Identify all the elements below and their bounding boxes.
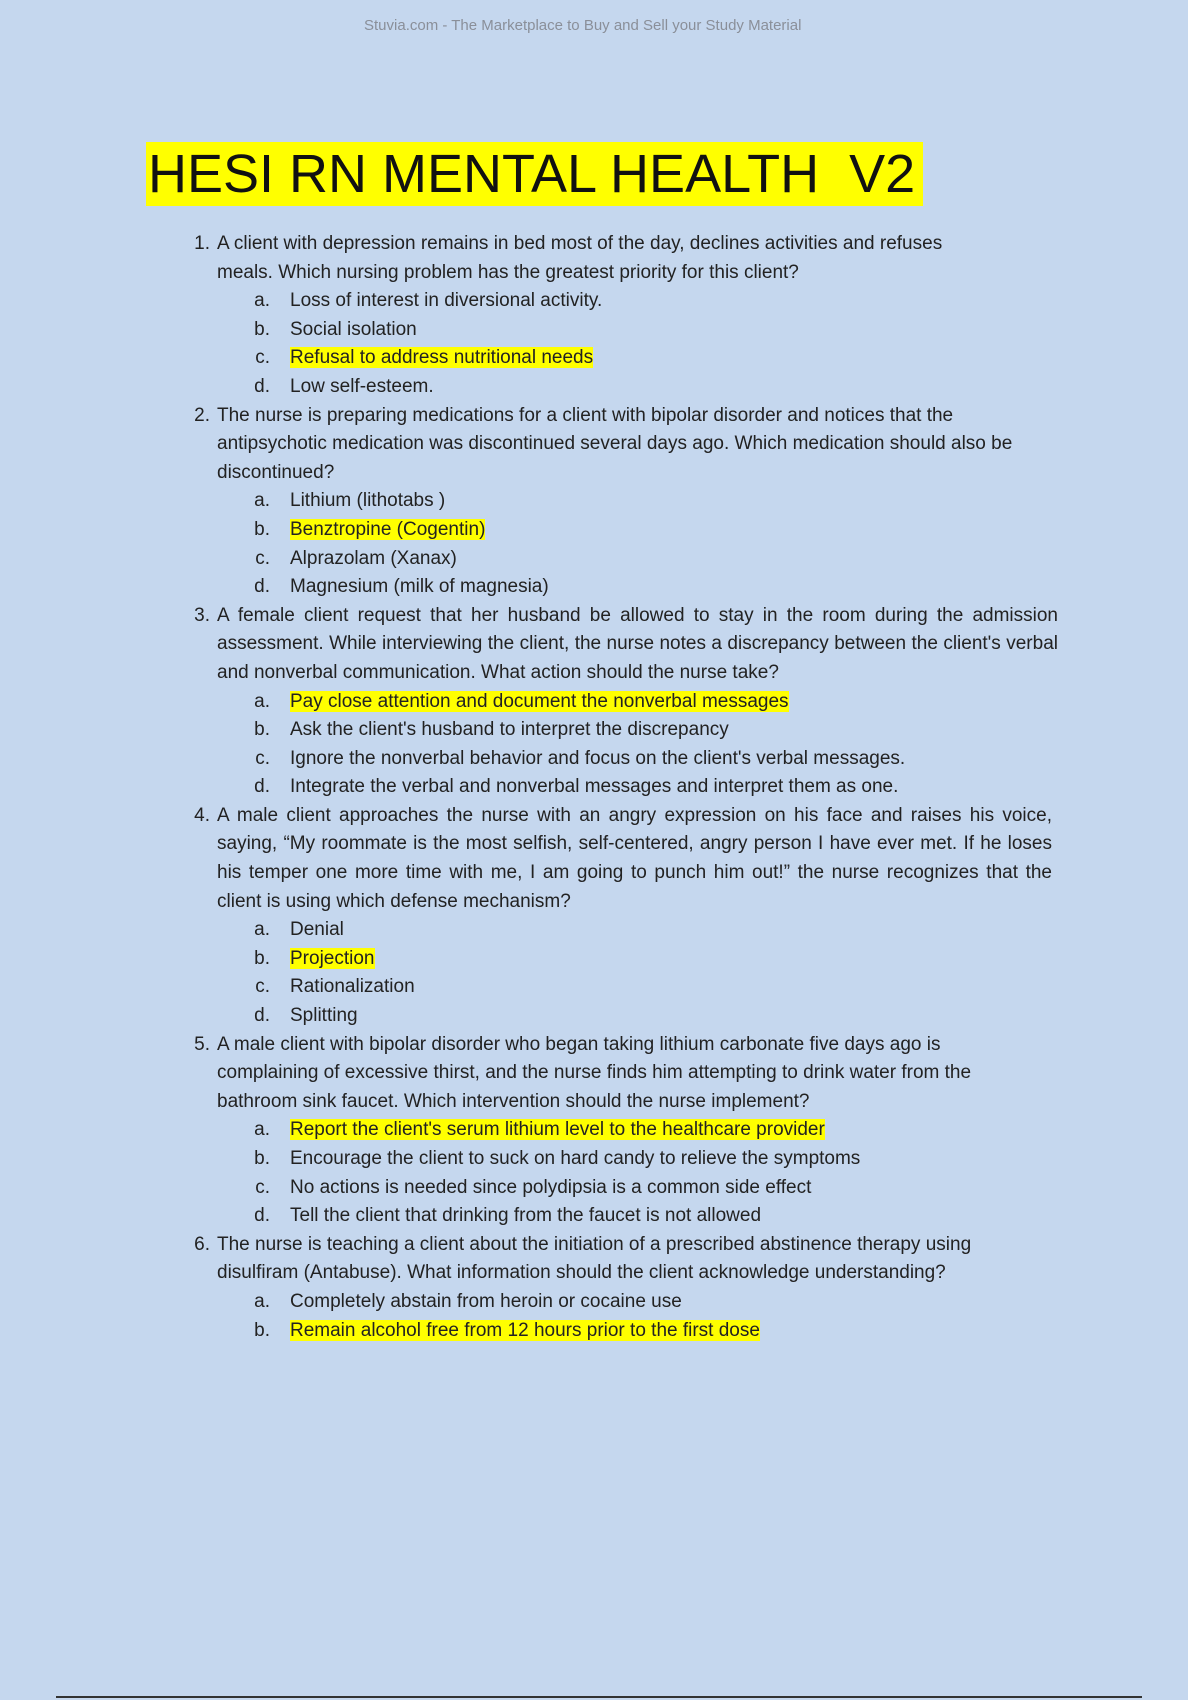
option-letter: d. <box>254 1205 270 1227</box>
option-letter: d. <box>254 776 270 798</box>
option-text: Magnesium (milk of magnesia) <box>290 576 549 598</box>
option-item <box>217 344 1058 373</box>
question-number: 4. <box>194 804 210 826</box>
option-text: Splitting <box>290 1005 358 1027</box>
option-letter: d. <box>254 375 270 397</box>
option-list <box>217 916 1058 1030</box>
option-item <box>217 1202 1058 1231</box>
question-text: A client with depression remains in bed most of the day, declines activities and refuses meals. Which nursing problem has the greatest priority for this client? <box>217 233 943 283</box>
option-text: Encourage the client to suck on hard candy to relieve the symptoms <box>290 1148 861 1169</box>
option-letter: c. <box>255 747 270 769</box>
option-item <box>217 487 1058 516</box>
question-item <box>168 402 1058 602</box>
question-text: The nurse is teaching a client about the initiation of a prescribed abstinence therapy using disulfiram (Antabuse). What information should the client acknowledge understanding? <box>217 1233 972 1284</box>
question-number: 5. <box>194 1033 210 1055</box>
option-letter: a. <box>254 690 270 712</box>
question-text: The nurse is preparing medications for a client with bipolar disorder and notices that the antipsychotic medication was discontinued several days ago. Which medication should also be discontinued? <box>217 404 1013 483</box>
question-number: 1. <box>194 233 210 254</box>
option-letter: a. <box>254 1119 270 1141</box>
option-letter: d. <box>254 576 270 598</box>
option-letter: b. <box>254 518 270 540</box>
question-list <box>168 230 1058 1345</box>
option-item <box>217 916 1058 945</box>
option-letter: c. <box>255 976 270 998</box>
option-list <box>217 287 1058 401</box>
option-item <box>217 287 1058 316</box>
option-letter: c. <box>255 347 270 369</box>
option-letter: c. <box>255 1176 270 1198</box>
option-list <box>217 487 1058 601</box>
option-text: Rationalization <box>290 976 415 998</box>
page-edge-strip <box>1188 0 1200 1700</box>
option-item <box>217 1317 1058 1346</box>
option-item <box>217 516 1058 545</box>
option-letter: c. <box>255 547 270 569</box>
option-text: Lithium (lithotabs ) <box>290 490 446 512</box>
question-number: 2. <box>194 404 210 426</box>
option-text: Social isolation <box>290 318 417 340</box>
option-item <box>217 773 1058 802</box>
option-text: No actions is needed since polydipsia is a common side effect <box>290 1176 812 1198</box>
option-text: Denial <box>290 919 344 941</box>
document-title: HESI RN MENTAL HEALTH V2 <box>146 142 923 206</box>
option-text: Low self-esteem. <box>290 375 434 397</box>
correct-answer-highlight: Benztropine (Cogentin) <box>290 518 486 540</box>
question-item <box>168 1231 1058 1345</box>
option-letter: d. <box>254 1005 270 1027</box>
option-text: Integrate the verbal and nonverbal messages and interpret them as one. <box>290 776 899 798</box>
option-list <box>217 1116 1058 1230</box>
option-item <box>217 1288 1058 1317</box>
option-letter: b. <box>254 947 270 969</box>
correct-answer-highlight: Projection <box>290 947 375 969</box>
question-number: 6. <box>194 1233 210 1255</box>
option-letter: a. <box>254 919 270 941</box>
question-text: A male client with bipolar disorder who began taking lithium carbonate five days ago is complaining of excessive thirst, and the nurse finds him attempting to drink water from the bathroom sink faucet. Which intervention should the nurse implement? <box>217 1033 972 1112</box>
option-item <box>217 545 1058 574</box>
option-item <box>217 316 1058 345</box>
option-text: Ignore the nonverbal behavior and focus on the client's verbal messages. <box>290 747 906 769</box>
option-item <box>217 1174 1058 1203</box>
option-letter: b. <box>254 1148 270 1169</box>
option-item <box>217 1002 1058 1031</box>
correct-answer-highlight: Remain alcohol free from 12 hours prior to the first dose <box>290 1319 760 1341</box>
question-number: 3. <box>194 604 210 626</box>
option-text: Ask the client's husband to interpret the discrepancy <box>290 719 729 741</box>
option-text: Loss of interest in diversional activity. <box>290 290 603 312</box>
page-bottom-rule <box>56 1696 1142 1698</box>
option-letter: a. <box>254 290 270 312</box>
question-item <box>168 230 1058 402</box>
option-item <box>217 973 1058 1002</box>
option-letter: a. <box>254 1290 270 1312</box>
question-text: A male client approaches the nurse with an angry expression on his face and raises his voice, saying, “My roommate is the most selfish, self-centered, angry person I have ever met. If he loses his temper one more time with me, I am going to punch him out!” the nurse recognizes that the client is using which defense mechanism? <box>217 804 1052 912</box>
option-text: Alprazolam (Xanax) <box>290 547 457 569</box>
option-item <box>217 945 1058 974</box>
option-item <box>217 373 1058 402</box>
option-item <box>217 716 1058 745</box>
option-item <box>217 573 1058 602</box>
option-list <box>217 688 1058 802</box>
option-item <box>217 745 1058 774</box>
correct-answer-highlight: Report the client's serum lithium level to the healthcare provider <box>290 1119 825 1141</box>
option-text: Tell the client that drinking from the faucet is not allowed <box>290 1205 762 1227</box>
question-item <box>168 802 1058 1031</box>
correct-answer-highlight: Pay close attention and document the nonverbal messages <box>290 690 789 712</box>
question-text: A female client request that her husband be allowed to stay in the room during the admission assessment. While interviewing the client, the nurse notes a discrepancy between the client's verbal and nonverbal communication. What action should the nurse take? <box>217 604 1058 683</box>
option-letter: a. <box>254 490 270 512</box>
correct-answer-highlight: Refusal to address nutritional needs <box>290 347 594 369</box>
option-list <box>217 1288 1058 1345</box>
option-letter: b. <box>254 1319 270 1341</box>
question-item <box>168 1031 1058 1231</box>
option-item <box>217 688 1058 717</box>
option-item <box>217 1116 1058 1145</box>
option-letter: b. <box>254 318 270 340</box>
question-item <box>168 602 1058 802</box>
option-item <box>217 1145 1058 1174</box>
option-letter: b. <box>254 719 270 741</box>
option-text: Completely abstain from heroin or cocaine use <box>290 1290 682 1312</box>
watermark-header: Stuvia.com - The Marketplace to Buy and Sell your Study Material <box>364 17 802 34</box>
